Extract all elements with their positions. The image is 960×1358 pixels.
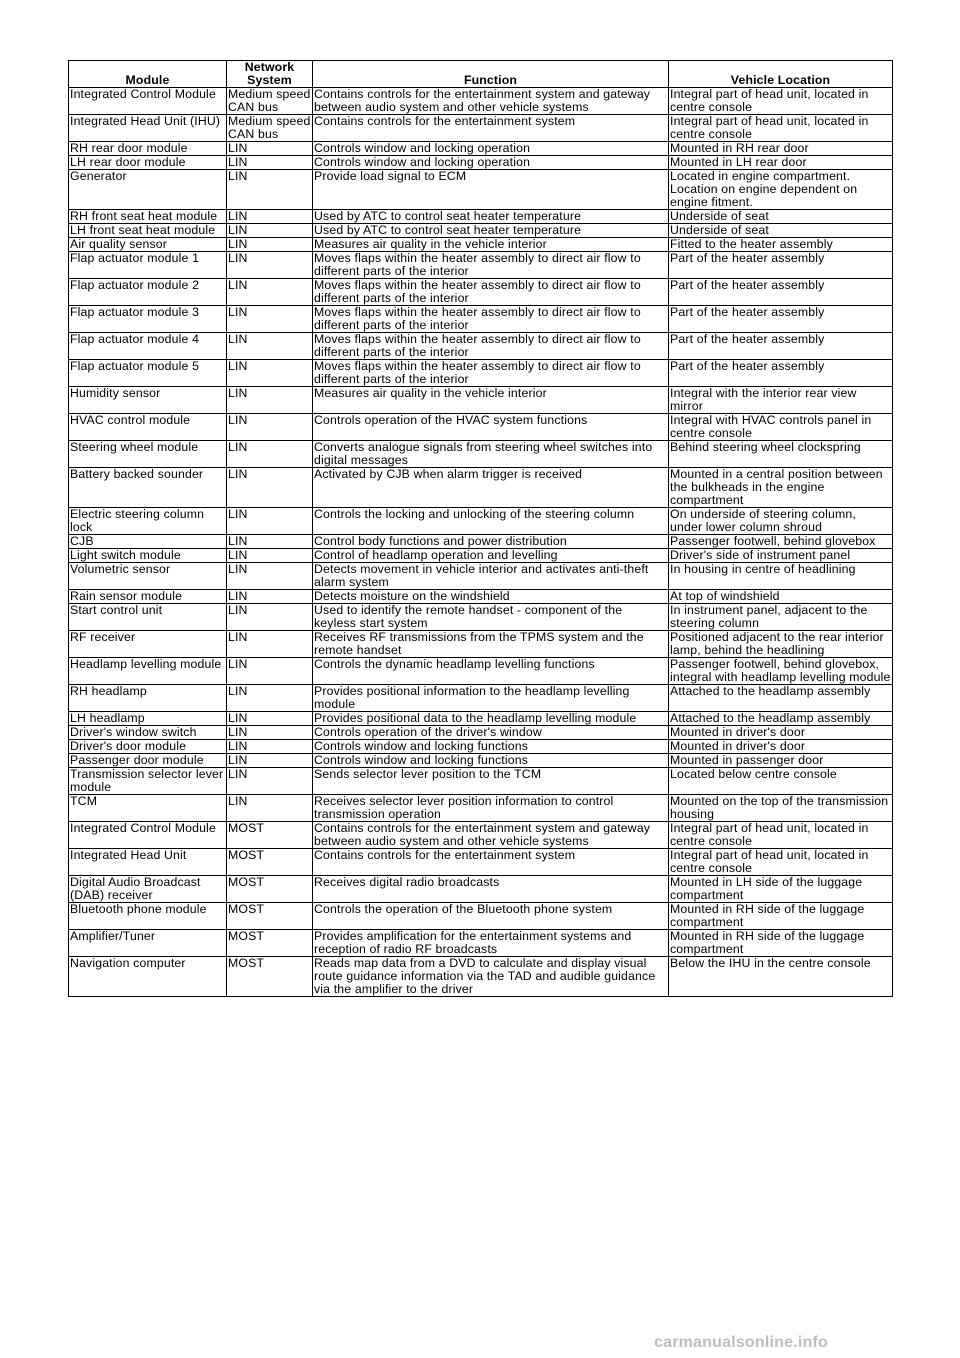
function-cell: Reads map data from a DVD to calculate and display visual route guidance information via the TAD and audible guidance via the amplifier to the driver — [313, 957, 669, 997]
module-cell: Flap actuator module 4 — [69, 333, 227, 360]
function-cell: Receives selector lever position information to control transmission operation — [313, 795, 669, 822]
table-row — [69, 930, 893, 957]
module-cell: Integrated Control Module — [69, 822, 227, 849]
network-cell: LIN — [227, 726, 313, 740]
module-network-table — [68, 60, 893, 997]
network-cell: MOST — [227, 849, 313, 876]
module-cell: Flap actuator module 3 — [69, 306, 227, 333]
function-cell: Controls window and locking operation — [313, 142, 669, 156]
location-cell: Mounted in driver's door — [669, 726, 893, 740]
module-cell: Flap actuator module 1 — [69, 252, 227, 279]
location-cell: Mounted in a central position between the bulkheads in the engine compartment — [669, 468, 893, 508]
function-cell: Contains controls for the entertainment system and gateway between audio system and other vehicle systems — [313, 88, 669, 115]
table-row — [69, 142, 893, 156]
location-cell: Positioned adjacent to the rear interior lamp, behind the headlining — [669, 631, 893, 658]
location-cell: On underside of steering column, under lower column shroud — [669, 508, 893, 535]
table-row — [69, 387, 893, 414]
table-row — [69, 224, 893, 238]
module-cell: Battery backed sounder — [69, 468, 227, 508]
function-cell: Receives digital radio broadcasts — [313, 876, 669, 903]
module-cell: Flap actuator module 5 — [69, 360, 227, 387]
table-row — [69, 740, 893, 754]
module-cell: RH rear door module — [69, 142, 227, 156]
function-cell: Used by ATC to control seat heater temperature — [313, 210, 669, 224]
table-row — [69, 822, 893, 849]
network-cell: LIN — [227, 712, 313, 726]
table-row — [69, 508, 893, 535]
module-cell: Air quality sensor — [69, 238, 227, 252]
function-cell: Moves flaps within the heater assembly to direct air flow to different parts of the interior — [313, 306, 669, 333]
table-row — [69, 360, 893, 387]
module-cell: Transmission selector lever module — [69, 768, 227, 795]
table-row — [69, 712, 893, 726]
location-cell: At top of windshield — [669, 590, 893, 604]
module-cell: Humidity sensor — [69, 387, 227, 414]
location-cell: Mounted in RH side of the luggage compartment — [669, 903, 893, 930]
module-cell: Integrated Head Unit — [69, 849, 227, 876]
watermark-text: carmanualsonline.info — [654, 1334, 829, 1351]
table-row — [69, 726, 893, 740]
module-cell: CJB — [69, 535, 227, 549]
function-cell: Detects moisture on the windshield — [313, 590, 669, 604]
function-cell: Converts analogue signals from steering wheel switches into digital messages — [313, 441, 669, 468]
network-cell: MOST — [227, 876, 313, 903]
table-row — [69, 768, 893, 795]
table-row — [69, 604, 893, 631]
location-cell: Fitted to the heater assembly — [669, 238, 893, 252]
network-cell: MOST — [227, 822, 313, 849]
location-cell: Mounted in passenger door — [669, 754, 893, 768]
network-cell: LIN — [227, 210, 313, 224]
location-cell: Mounted in RH side of the luggage compartment — [669, 930, 893, 957]
network-cell: MOST — [227, 903, 313, 930]
network-cell: LIN — [227, 795, 313, 822]
network-cell: LIN — [227, 535, 313, 549]
module-cell: Integrated Head Unit (IHU) — [69, 115, 227, 142]
function-cell: Controls the locking and unlocking of the steering column — [313, 508, 669, 535]
function-cell: Activated by CJB when alarm trigger is received — [313, 468, 669, 508]
function-cell: Provides amplification for the entertainment systems and reception of radio RF broadcasts — [313, 930, 669, 957]
network-cell: LIN — [227, 441, 313, 468]
network-cell: LIN — [227, 563, 313, 590]
function-cell: Moves flaps within the heater assembly to direct air flow to different parts of the interior — [313, 360, 669, 387]
network-cell: LIN — [227, 740, 313, 754]
location-cell: Part of the heater assembly — [669, 279, 893, 306]
function-cell: Controls window and locking functions — [313, 740, 669, 754]
location-cell: In housing in centre of headlining — [669, 563, 893, 590]
module-cell: Driver's window switch — [69, 726, 227, 740]
network-cell: LIN — [227, 252, 313, 279]
table-row — [69, 903, 893, 930]
network-cell: LIN — [227, 549, 313, 563]
network-cell: LIN — [227, 414, 313, 441]
table-row — [69, 685, 893, 712]
table-row — [69, 468, 893, 508]
module-cell: RF receiver — [69, 631, 227, 658]
module-cell: Start control unit — [69, 604, 227, 631]
location-cell: Passenger footwell, behind glovebox, integral with headlamp levelling module — [670, 657, 891, 684]
function-cell: Measures air quality in the vehicle interior — [313, 238, 669, 252]
network-cell: LIN — [227, 768, 313, 795]
table-row — [69, 115, 893, 142]
location-cell: Integral with HVAC controls panel in centre console — [669, 414, 893, 441]
location-cell: Mounted in RH rear door — [669, 142, 893, 156]
function-cell: Measures air quality in the vehicle interior — [313, 387, 669, 414]
network-cell: LIN — [227, 156, 313, 170]
table-row — [69, 170, 893, 210]
network-cell: LIN — [227, 224, 313, 238]
network-cell: Medium speed CAN bus — [227, 88, 313, 115]
location-cell: Underside of seat — [669, 224, 893, 238]
module-cell: RH front seat heat module — [69, 210, 227, 224]
function-cell: Contains controls for the entertainment system — [313, 115, 669, 142]
table-row — [69, 957, 893, 997]
network-cell: LIN — [227, 754, 313, 768]
table-row — [69, 306, 893, 333]
table-row — [69, 210, 893, 224]
location-cell: Mounted on the top of the transmission housing — [669, 795, 893, 822]
location-cell: Mounted in LH rear door — [669, 156, 893, 170]
document-page — [68, 60, 892, 997]
table-row — [69, 88, 893, 115]
network-cell: Medium speed CAN bus — [227, 115, 313, 142]
location-cell: Located below centre console — [669, 768, 893, 795]
table-row — [69, 252, 893, 279]
table-row — [69, 156, 893, 170]
module-cell: Passenger door module — [69, 754, 227, 768]
network-cell: LIN — [227, 508, 313, 535]
function-cell: Controls operation of the driver's window — [313, 726, 669, 740]
module-cell: LH front seat heat module — [69, 224, 227, 238]
table-row — [69, 238, 893, 252]
function-cell: Used to identify the remote handset - component of the keyless start system — [313, 604, 669, 631]
module-cell: Light switch module — [69, 549, 227, 563]
function-cell: Controls operation of the HVAC system functions — [313, 414, 669, 441]
header-network-system: Network System — [227, 61, 313, 88]
network-cell: MOST — [227, 957, 313, 997]
module-cell: LH headlamp — [69, 712, 227, 726]
module-cell: Digital Audio Broadcast (DAB) receiver — [69, 876, 227, 903]
location-cell: Underside of seat — [669, 210, 893, 224]
location-cell: Passenger footwell, behind glovebox — [669, 535, 893, 549]
network-cell: LIN — [227, 360, 313, 387]
function-cell: Used by ATC to control seat heater temperature — [313, 224, 669, 238]
network-cell: LIN — [227, 658, 313, 685]
function-cell: Moves flaps within the heater assembly to direct air flow to different parts of the interior — [313, 279, 669, 306]
module-cell: RH headlamp — [69, 685, 227, 712]
function-cell: Controls the dynamic headlamp levelling functions — [313, 658, 669, 685]
location-cell: Part of the heater assembly — [669, 360, 893, 387]
function-cell: Detects movement in vehicle interior and activates anti-theft alarm system — [313, 563, 669, 590]
module-cell: Driver's door module — [69, 740, 227, 754]
function-cell: Sends selector lever position to the TCM — [313, 768, 669, 795]
module-cell: Integrated Control Module — [69, 88, 227, 115]
table-row — [69, 631, 893, 658]
location-cell: Driver's side of instrument panel — [669, 549, 893, 563]
module-cell: Headlamp levelling module — [69, 658, 227, 685]
network-cell: LIN — [227, 590, 313, 604]
function-cell: Moves flaps within the heater assembly to direct air flow to different parts of the interior — [313, 252, 669, 279]
location-cell: Located in engine compartment. Location on engine dependent on engine fitment. — [669, 170, 893, 210]
location-cell: Behind steering wheel clockspring — [669, 441, 893, 468]
module-cell: Navigation computer — [69, 957, 227, 997]
table-row — [69, 563, 893, 590]
table-row — [69, 279, 893, 306]
table-row — [69, 333, 893, 360]
network-cell: LIN — [227, 468, 313, 508]
table-row — [69, 549, 893, 563]
module-cell: Flap actuator module 2 — [69, 279, 227, 306]
function-cell: Moves flaps within the heater assembly to direct air flow to different parts of the interior — [313, 333, 669, 360]
header-vehicle-location: Vehicle Location — [669, 61, 893, 88]
location-cell: Integral part of head unit, located in centre console — [669, 822, 893, 849]
table-row — [69, 414, 893, 441]
network-cell: LIN — [227, 387, 313, 414]
function-cell: Controls window and locking operation — [313, 156, 669, 170]
table-row — [69, 795, 893, 822]
network-cell: LIN — [227, 631, 313, 658]
location-cell: Integral part of head unit, located in centre console — [669, 88, 893, 115]
function-cell: Receives RF transmissions from the TPMS system and the remote handset — [313, 631, 669, 658]
table-row — [69, 658, 893, 685]
network-cell: LIN — [227, 170, 313, 210]
network-cell: LIN — [227, 604, 313, 631]
module-cell: Volumetric sensor — [69, 563, 227, 590]
network-cell: LIN — [227, 306, 313, 333]
module-cell: Steering wheel module — [69, 441, 227, 468]
table-header-row — [69, 61, 893, 88]
location-cell: Integral part of head unit, located in centre console — [669, 115, 893, 142]
location-cell: Integral part of head unit, located in centre console — [669, 849, 893, 876]
network-cell: LIN — [227, 333, 313, 360]
module-cell: Electric steering column lock — [69, 508, 227, 535]
function-cell: Contains controls for the entertainment system and gateway between audio system and other vehicle systems — [313, 822, 669, 849]
module-cell: HVAC control module — [69, 414, 227, 441]
table-row — [69, 849, 893, 876]
module-cell: Amplifier/Tuner — [69, 930, 227, 957]
module-cell: Rain sensor module — [69, 590, 227, 604]
header-module: Module — [69, 61, 227, 88]
table-row — [69, 754, 893, 768]
location-cell: Integral with the interior rear view mirror — [669, 387, 893, 414]
module-cell: Bluetooth phone module — [69, 903, 227, 930]
module-cell: LH rear door module — [69, 156, 227, 170]
location-cell: Mounted in driver's door — [669, 740, 893, 754]
table-row — [69, 535, 893, 549]
function-cell: Contains controls for the entertainment system — [313, 849, 669, 876]
network-cell: LIN — [227, 279, 313, 306]
function-cell: Provide load signal to ECM — [313, 170, 669, 210]
location-cell: Part of the heater assembly — [669, 252, 893, 279]
location-cell: Attached to the headlamp assembly — [669, 712, 893, 726]
location-cell: In instrument panel, adjacent to the steering column — [669, 604, 893, 631]
network-cell: LIN — [227, 685, 313, 712]
location-cell: Part of the heater assembly — [669, 333, 893, 360]
function-cell: Provides positional data to the headlamp levelling module — [313, 712, 669, 726]
table-row — [69, 441, 893, 468]
function-cell: Control of headlamp operation and levelling — [313, 549, 669, 563]
function-cell: Control body functions and power distribution — [313, 535, 669, 549]
function-cell: Controls window and locking functions — [313, 754, 669, 768]
location-cell: Attached to the headlamp assembly — [669, 685, 893, 712]
module-cell: TCM — [69, 795, 227, 822]
network-cell: LIN — [227, 142, 313, 156]
function-cell: Controls the operation of the Bluetooth phone system — [313, 903, 669, 930]
table-row — [69, 876, 893, 903]
header-function: Function — [313, 61, 669, 88]
module-cell: Generator — [69, 170, 227, 210]
location-cell: Mounted in LH side of the luggage compartment — [669, 876, 893, 903]
location-cell: Part of the heater assembly — [669, 306, 893, 333]
location-cell: Below the IHU in the centre console — [669, 957, 893, 997]
network-cell: LIN — [227, 238, 313, 252]
network-cell: MOST — [227, 930, 313, 957]
table-row — [69, 590, 893, 604]
function-cell: Provides positional information to the headlamp levelling module — [313, 685, 669, 712]
